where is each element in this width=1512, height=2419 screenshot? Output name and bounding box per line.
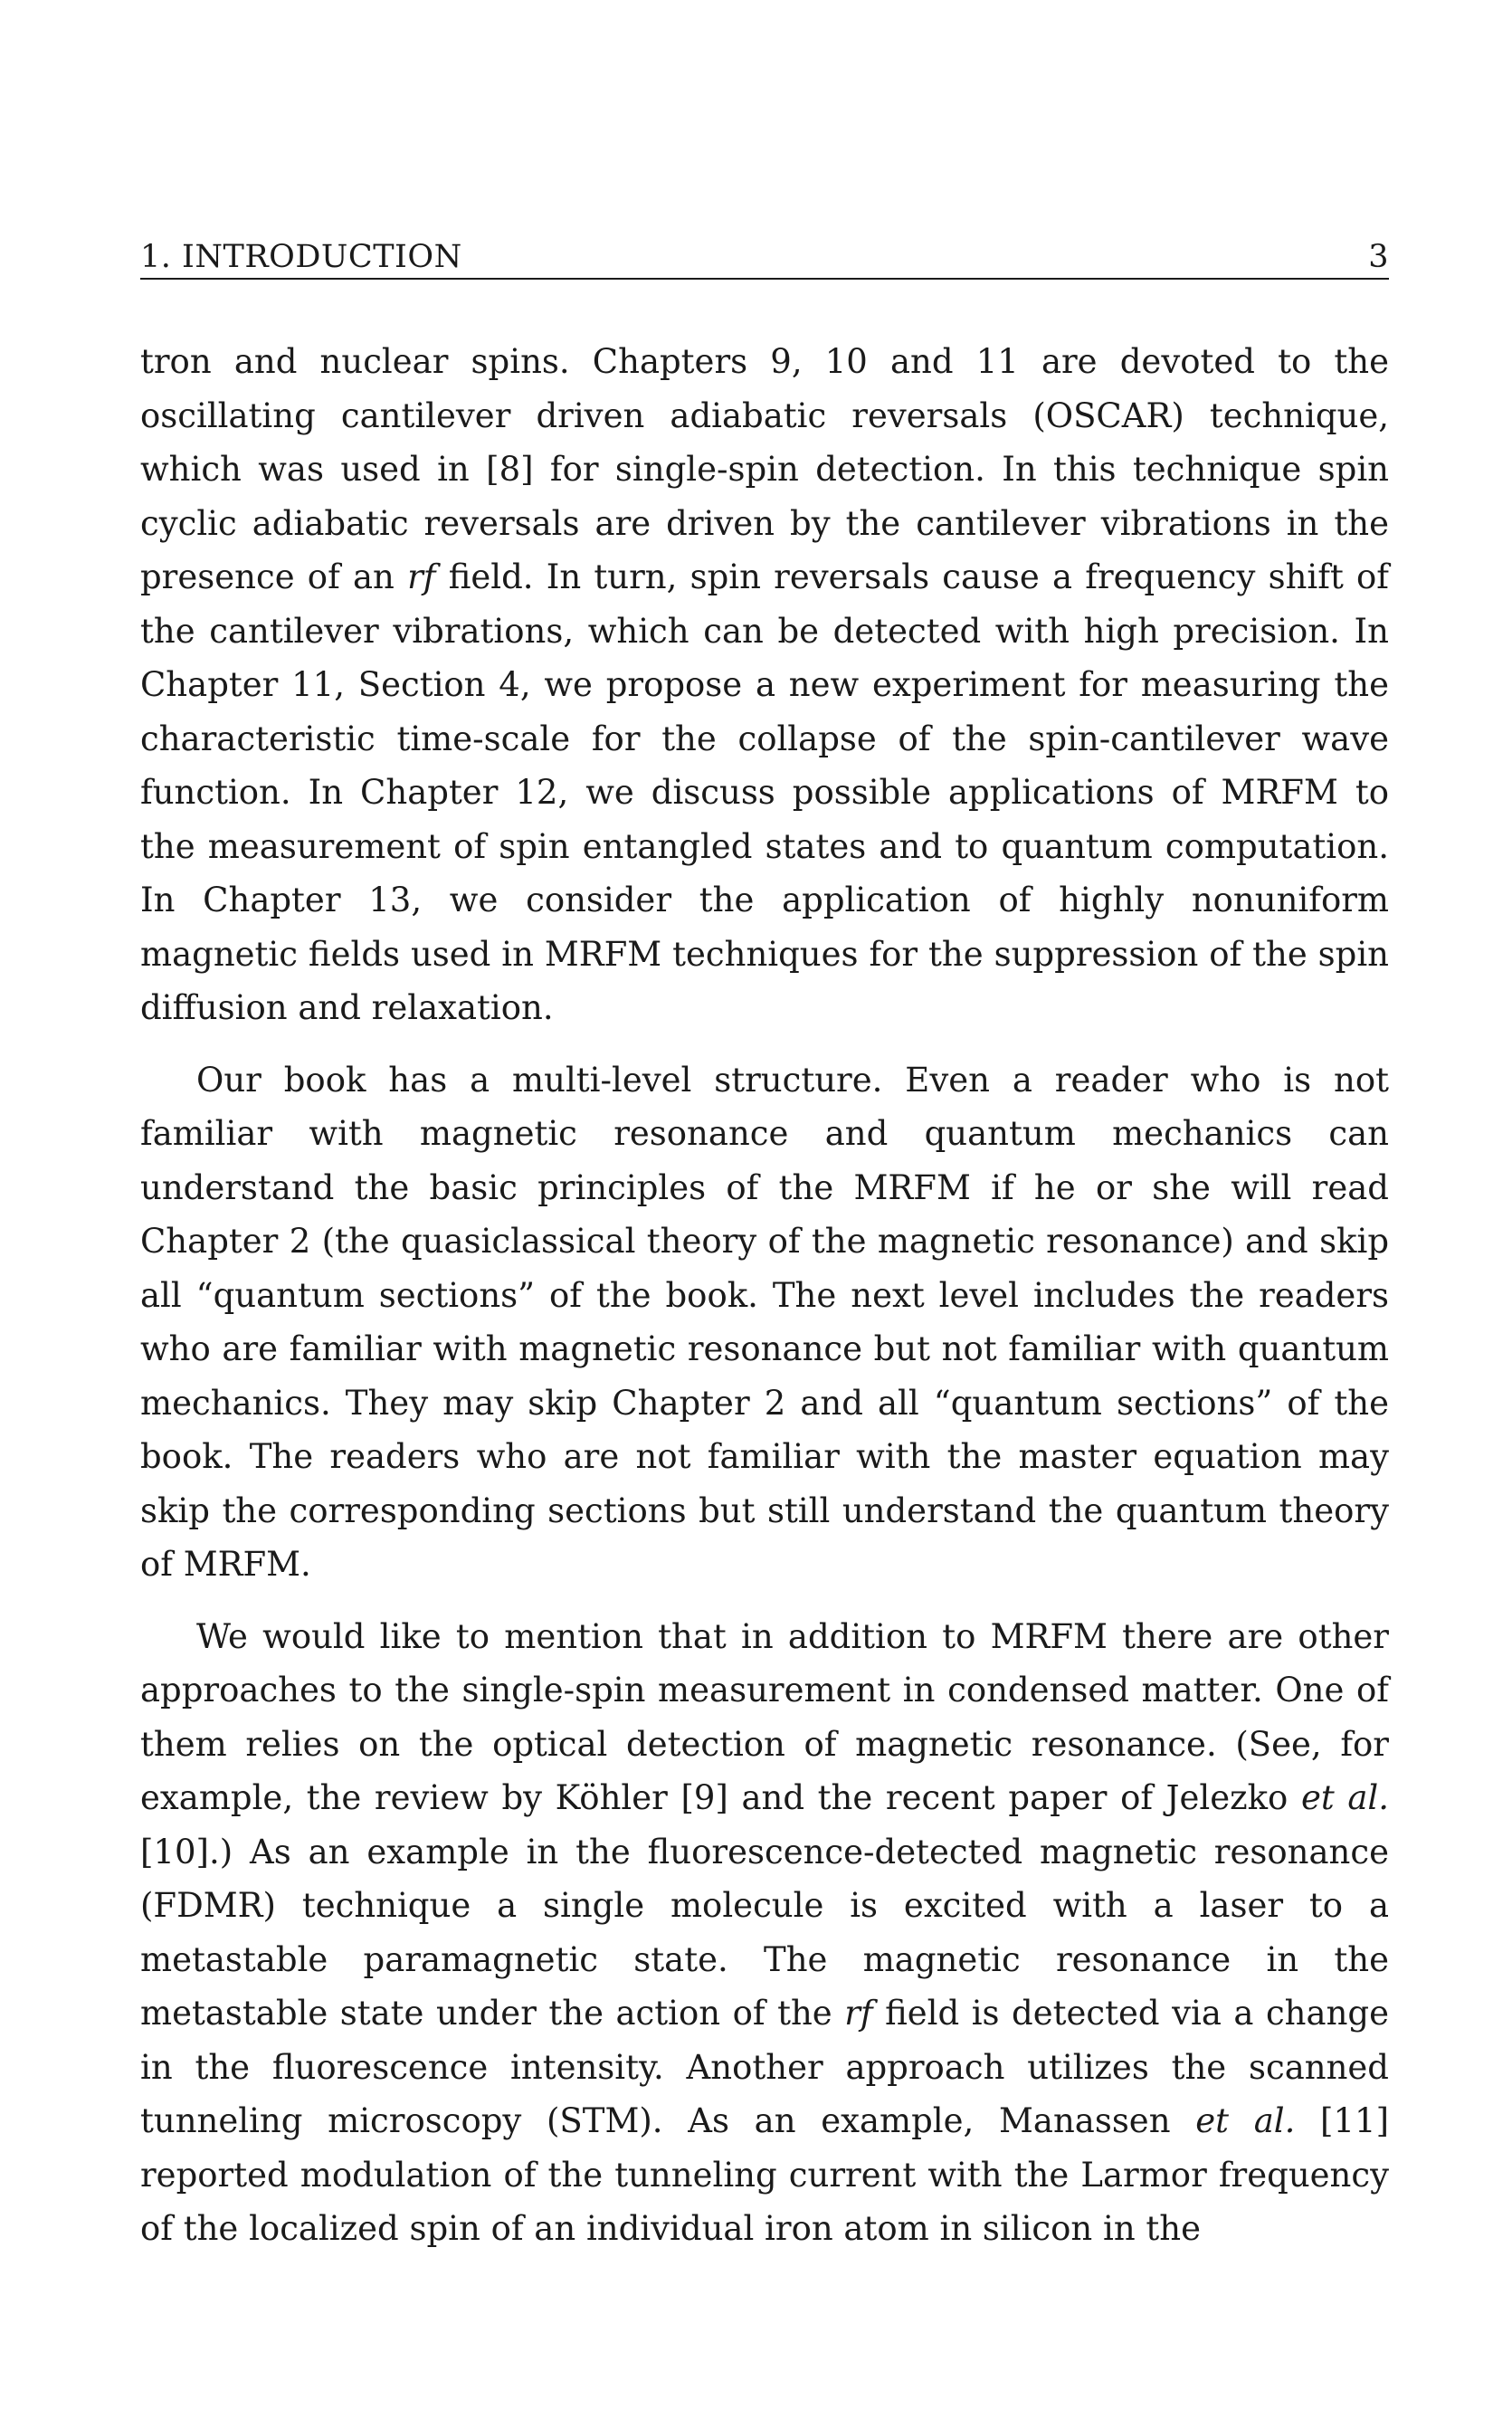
italic-term: et al. <box>1300 1778 1389 1817</box>
italic-term: rf <box>407 557 436 596</box>
body-text <box>140 335 1389 2274</box>
running-header <box>140 233 1389 280</box>
text-segment: Our book has a multi-level structure. Even a reader who is not familiar with magnetic resonance and quantum mechanics can understand the basic principles of the MRFM if he or she will read Chapter 2 (the quasiclassical theory of the magnetic resonance) and skip all “quantum sections” of the book. The next level includes the readers who are familiar with magnetic resonance but not familiar with quantum mechanics. They may skip Chapter 2 and all “quantum sections” of the book. The readers who are not familiar with the master equation may skip the corresponding sections but still understand the quantum theory of MRFM. <box>140 1060 1389 1584</box>
text-segment: field is detected via a change in the fluorescence intensity. Another approach utilizes the scanned tunneling microscopy (STM). As an example, Manassen <box>140 1994 1389 2140</box>
text-segment: [10].) As an example in the fluorescence-detected magnetic resonance (FDMR) technique a single molecule is excited with a laser to a metastable paramagnetic state. The magnetic resonance in the metastable state under the action of the <box>140 1832 1389 2033</box>
text-segment: tron and nuclear spins. Chapters 9, 10 and 11 are devoted to the oscillating cantilever driven adiabatic reversals (OSCAR) technique, which was used in [8] for single-spin detection. In this technique spin cyclic adiabatic reversals are driven by the cantilever vibrations in the presence of an <box>140 342 1389 596</box>
text-segment: field. In turn, spin reversals cause a frequency shift of the cantilever vibrations, which can be detected with high precision. In Chapter 11, Section 4, we propose a new experiment for measuring the characteristic time-scale for the collapse of the spin-cantilever wave function. In Chapter 12, we discuss possible applications of MRFM to the measurement of spin entangled states and to quantum computation. In Chapter 13, we consider the application of highly nonuniform magnetic fields used in MRFM techniques for the suppression of the spin diffusion and relaxation. <box>140 557 1389 1027</box>
italic-term: rf <box>844 1994 873 2033</box>
text-segment: [11] reported modulation of the tunneling current with the Larmor frequency of the localized spin of an individual iron atom in silicon in the <box>140 2101 1390 2248</box>
page-number: 3 <box>1368 239 1389 275</box>
paragraph-3 <box>140 1610 1389 2256</box>
italic-term: et al. <box>1195 2101 1296 2140</box>
text-segment: We would like to mention that in addition to MRFM there are other approaches to the single-spin measurement in condensed matter. One of them relies on the optical detection of magnetic resonance. (See, for example, the review by Köhler [9] and the recent paper of Jelezko <box>140 1616 1389 1817</box>
chapter-title: 1. INTRODUCTION <box>140 239 462 275</box>
paragraph-2 <box>140 1053 1389 1592</box>
paragraph-1 <box>140 335 1389 1035</box>
